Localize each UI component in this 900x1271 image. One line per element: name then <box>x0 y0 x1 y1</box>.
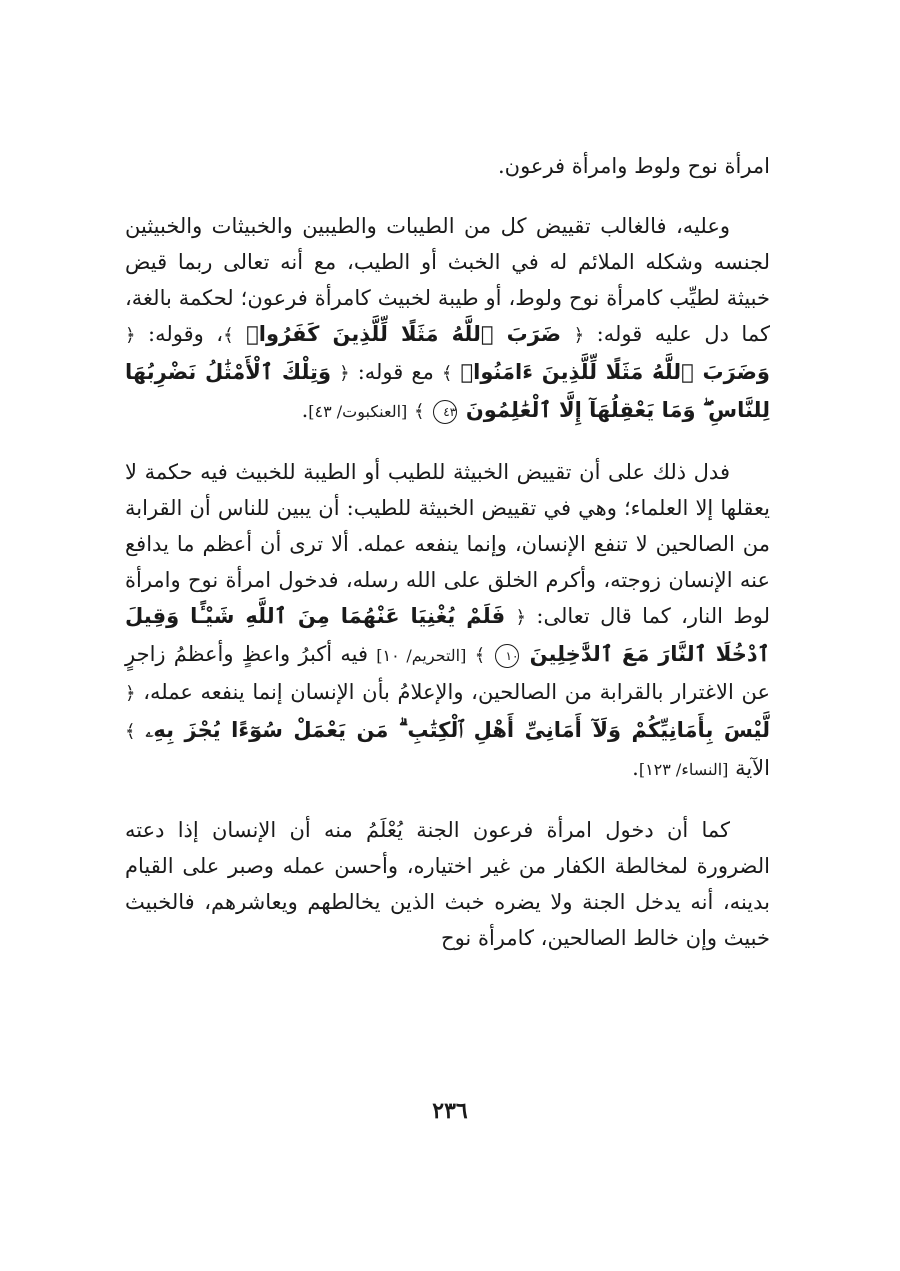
paragraph-3 <box>125 454 770 788</box>
quran-open-bracket: ﴿ <box>573 325 585 346</box>
quran-close-bracket: ﴾ <box>413 401 425 422</box>
quran-close-bracket: ﴾ <box>474 645 486 666</box>
quran-close-bracket: ﴾ <box>223 325 234 346</box>
quran-verse-tahrim: فَلَمْ يُغْنِيَا عَنْهُمَا مِنَ ٱللَّهِ شَيْـًٔا وَقِيلَ ٱدْخُلَا ٱلنَّارَ مَعَ ٱلدَّٰخِلِينَ <box>125 604 770 666</box>
paragraph-2-text-1: وعليه، فالغالب تقييض كل من الطيبات والطيبين والخبيثات والخبيثين لجنسه وشكله الملائم له في الخبث أو الطيب، مع أنه تعالى ربما قيض خبيثة لطيِّب كامرأة نوح ولوط، أو طيبة لخبيث كامرأة فرعون؛ لحكمة بالغة، كما دل عليه قوله: <box>125 214 770 346</box>
paragraph-gap <box>125 184 770 208</box>
quran-close-bracket: ﴾ <box>125 721 136 742</box>
page-number: ٢٣٦ <box>432 1098 468 1124</box>
paragraph-2-text-2: ، وقوله: <box>148 322 224 346</box>
paragraph-3-text-1: فدل ذلك على أن تقييض الخبيثة للطيب أو الطيبة للخبيث فيه حكمة لا يعقلها إلا العلماء؛ وهي في تقييض الخبيثة للطيب: أن يبين للناس أن القرابة من الصالحين لا تنفع الإنسان، وإنما ينفعه عمله. ألا ترى أن أعظم ما يدافع عنه الإنسان زوجته، وأكرم الخلق على الله رسله، فدخول امرأة نوح وامرأة لوط النار، كما قال تعالى: <box>125 460 770 628</box>
citation-tahrim: [التحريم/ ١٠] <box>376 646 467 665</box>
verse-number-badge: ٤٣ <box>433 400 457 424</box>
paragraph-2-end: . <box>301 398 309 422</box>
citation-nisa: [النساء/ ١٢٣] <box>638 760 729 779</box>
quran-open-bracket: ﴿ <box>515 607 527 628</box>
paragraph-1 <box>125 148 770 184</box>
quran-verse-amanu: وَضَرَبَ ٱللَّهُ مَثَلًا لِّلَّذِينَ ءَامَنُوا۟ <box>460 360 770 384</box>
quran-open-bracket: ﴿ <box>125 325 136 346</box>
quran-open-bracket: ﴿ <box>125 683 136 704</box>
quran-verse-nisa: لَّيْسَ بِأَمَانِيِّكُمْ وَلَآ أَمَانِىِّ أَهْلِ ٱلْكِتَٰبِ ۗ مَن يَعْمَلْ سُوٓءًا يُجْزَ بِهِۦ <box>145 718 770 742</box>
citation-ankabut: [العنكبوت/ ٤٣] <box>308 402 408 421</box>
quran-verse-kafaru: ضَرَبَ ٱللَّهُ مَثَلًا لِّلَّذِينَ كَفَرُوا۟ <box>246 322 562 346</box>
paragraph-4-text: كما أن دخول امرأة فرعون الجنة يُعْلَمُ منه أن الإنسان إذا دعته الضرورة لمخالطة الكفار من غير اختياره، وأحسن عمله وصبر على القيام بدينه، أنه يدخل الجنة ولا يضره خبث الذين يخالطهم ويعاشرهم، فالخبيث خبيث وإن خالط الصالحين، كامرأة نوح <box>125 818 770 950</box>
paragraph-1-text: امرأة نوح ولوط وامرأة فرعون. <box>497 154 770 178</box>
paragraph-3-text-2: فيه أكبرُ واعظٍ وأعظمُ زاجرٍ عن الاغترار بالقرابة من الصالحين، والإعلامُ بأن الإنسان إنما ينفعه عمله، <box>125 642 770 704</box>
verse-number-badge: ١٠ <box>495 644 519 668</box>
quran-verse-amthal: وَتِلْكَ ٱلْأَمْثَٰلُ نَضْرِبُهَا لِلنَّاسِ ۖ وَمَا يَعْقِلُهَآ إِلَّا ٱلْعَٰلِمُونَ <box>125 360 770 422</box>
quran-open-bracket: ﴿ <box>339 363 350 384</box>
page-body <box>125 148 770 956</box>
paragraph-gap <box>125 788 770 812</box>
paragraph-4 <box>125 812 770 956</box>
paragraph-3-text-3: الآية <box>735 756 770 780</box>
paragraph-2 <box>125 208 770 430</box>
quran-close-bracket: ﴾ <box>441 363 453 384</box>
paragraph-3-end: . <box>632 756 639 780</box>
paragraph-gap <box>125 430 770 454</box>
paragraph-2-text-3: مع قوله: <box>357 360 434 384</box>
